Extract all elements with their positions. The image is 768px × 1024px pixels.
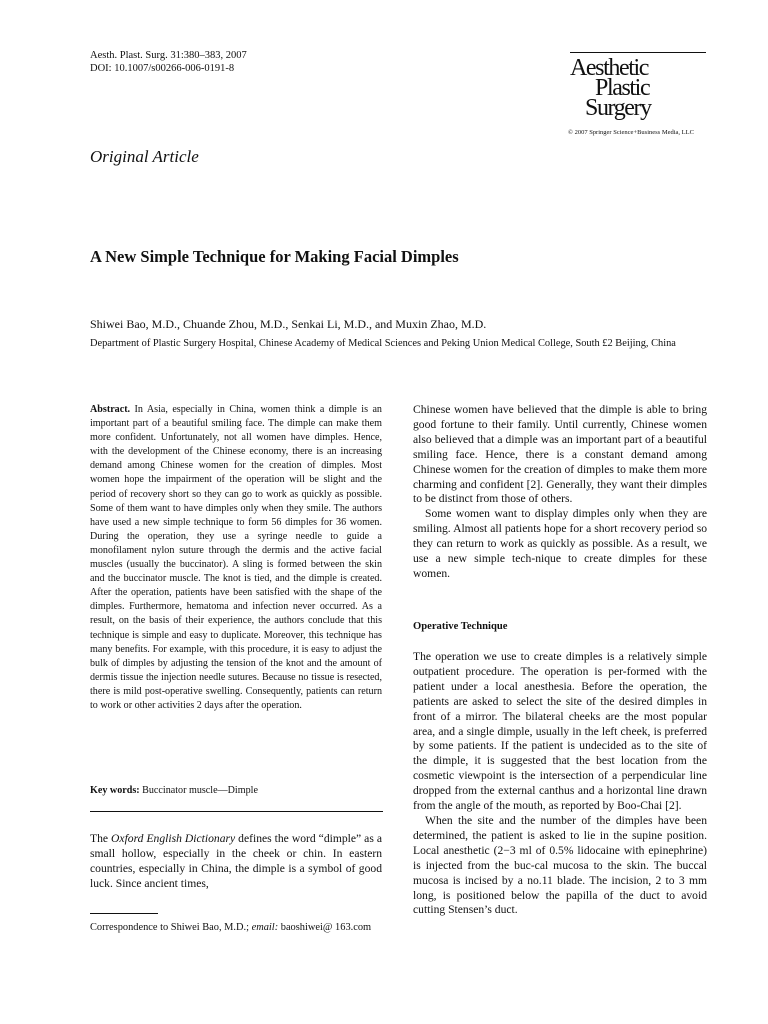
- logo-rule: [570, 52, 706, 53]
- abstract-label: Abstract.: [90, 404, 131, 415]
- intro-dictionary-name: Oxford English Dictionary: [111, 832, 236, 845]
- affiliation: Department of Plastic Surgery Hospital, Chinese Academy of Medical Sciences and Peking Union Medical College, South £2 Beijing, China: [90, 338, 676, 349]
- citation-block: [90, 49, 247, 75]
- footnote-text-start: Correspondence to Shiwei Bao, M.D.;: [90, 922, 252, 933]
- right-column-technique: [413, 650, 707, 918]
- footnote-email: baoshiwei@ 163.com: [278, 922, 372, 933]
- citation-journal: Aesth. Plast. Surg. 31:380–383, 2007: [90, 50, 247, 61]
- footnote-email-label: email:: [251, 922, 279, 933]
- intro-text-start: The: [90, 832, 112, 845]
- article-title: A New Simple Technique for Making Facial Dimples: [90, 247, 459, 266]
- right-paragraph-3: The operation we use to create dimples is a relatively simple outpatient procedure. The operation is per-formed with the patient under a local anesthesia. Before the operation, the patients are asked to select the site of the desired dimples in front of a mirror. The bilateral cheeks are the most popular area, and a single dimple, usually in the left cheek, is preferred by some patients. If the patient is undecided as to the site of the dimple, it is suggested that the best location from the cosmetic viewpoint is the intersection of a perpendicular line dropped from the external canthus and a horizontal line drawn from the angle of the mouth, as reported by Boo-Chai [2].: [413, 650, 707, 813]
- copyright-notice: © 2007 Springer Science+Business Media, LLC: [568, 129, 694, 136]
- right-paragraph-2: Some women want to display dimples only when they are smiling. Almost all patients hope for a short recovery period so they can return to work as quickly as possible. As a result, we use a new simple tech-nique to create dimples for these women.: [413, 507, 707, 580]
- intro-text-rest: defines the word “dimple” as a small hollow, especially in the cheek or chin. In eastern countries, especially in China, the dimple is a symbol of good luck. Since ancient times,: [90, 832, 382, 890]
- logo-word-aesthetic: Aesthetic: [570, 55, 649, 81]
- journal-logo: [565, 55, 715, 121]
- logo-word-surgery: Surgery: [585, 95, 651, 121]
- author-list: Shiwei Bao, M.D., Chuande Zhou, M.D., Senkai Li, M.D., and Muxin Zhao, M.D.: [90, 317, 487, 331]
- citation-doi: DOI: 10.1007/s00266-006-0191-8: [90, 63, 235, 74]
- keywords-divider: [90, 811, 383, 812]
- logo-word-plastic: Plastic: [595, 75, 650, 101]
- correspondence-footnote: [90, 920, 382, 935]
- intro-paragraph: [90, 832, 382, 892]
- keywords: [90, 785, 382, 796]
- right-paragraph-4: When the site and the number of the dimples have been determined, the patient is asked to lie in the supine position. Local anesthetic (2−3 ml of 0.5% lidocaine with epinephrine) is injected from the buc-cal mucosa to the skin. The buccal mucosa is incised by a no.11 blade. The incision, 2 to 3 mm long, is positioned below the papilla of the duct to avoid cutting Stensen’s duct.: [413, 813, 707, 917]
- footnote-divider: [90, 913, 158, 914]
- article-type: Original Article: [90, 147, 199, 166]
- right-paragraph-1: Chinese women have believed that the dimple is able to bring good fortune to their family. Until currently, Chinese women also believed that a dimple was an important part of a beautiful smiling face. Hence, there is a constant demand among Chinese women for the creation of dimples to make them more charming and confident [2]. Generally, they want their dimples to be distinct from those of others.: [413, 403, 707, 506]
- right-column-intro: [413, 403, 707, 582]
- keywords-label: Key words:: [90, 785, 140, 796]
- abstract-text: In Asia, especially in China, women think a dimple is an important part of a beautiful smiling face. The dimple can make them more confident. Unfortunately, not all women have dimples. Hence, with the development of the Chinese economy, there is an increasing demand among Chinese women for the creation of dimples. Most women hope the impairment of the operation will be slight and the period of recovery short so they can go to work as quickly as possible. Some of them want to have dimples only when they smile. The authors have used a new simple technique to form 56 dimples for 36 women. During the operation, they use a syringe needle to guide a monofilament nylon suture through the dermis and the active facial muscles (usually the buccinator). A sling is formed between the skin and the buccinator muscle. The knot is tied, and the dimple is created. After the operation, patients have been satisfied with the shape of the dimples. Furthermore, hematoma and infection never occurred. As a result, on the basis of their experience, the authors conclude that this technique is simple and easy to duplicate. Moreover, this technique has many benefits. For example, with this procedure, it is easy to adjust the bulk of dimples by adjusting the tension of the knot and the amount of dermis tissue the injection needle sutures. Because no tissue is resected, there is mild post-operative swelling. Consequently, patients can return to work or other activities 2 days after the operation.: [90, 404, 382, 711]
- keywords-text: Buccinator muscle—Dimple: [142, 785, 258, 796]
- section-heading-operative-technique: Operative Technique: [413, 621, 508, 632]
- abstract: [90, 403, 382, 713]
